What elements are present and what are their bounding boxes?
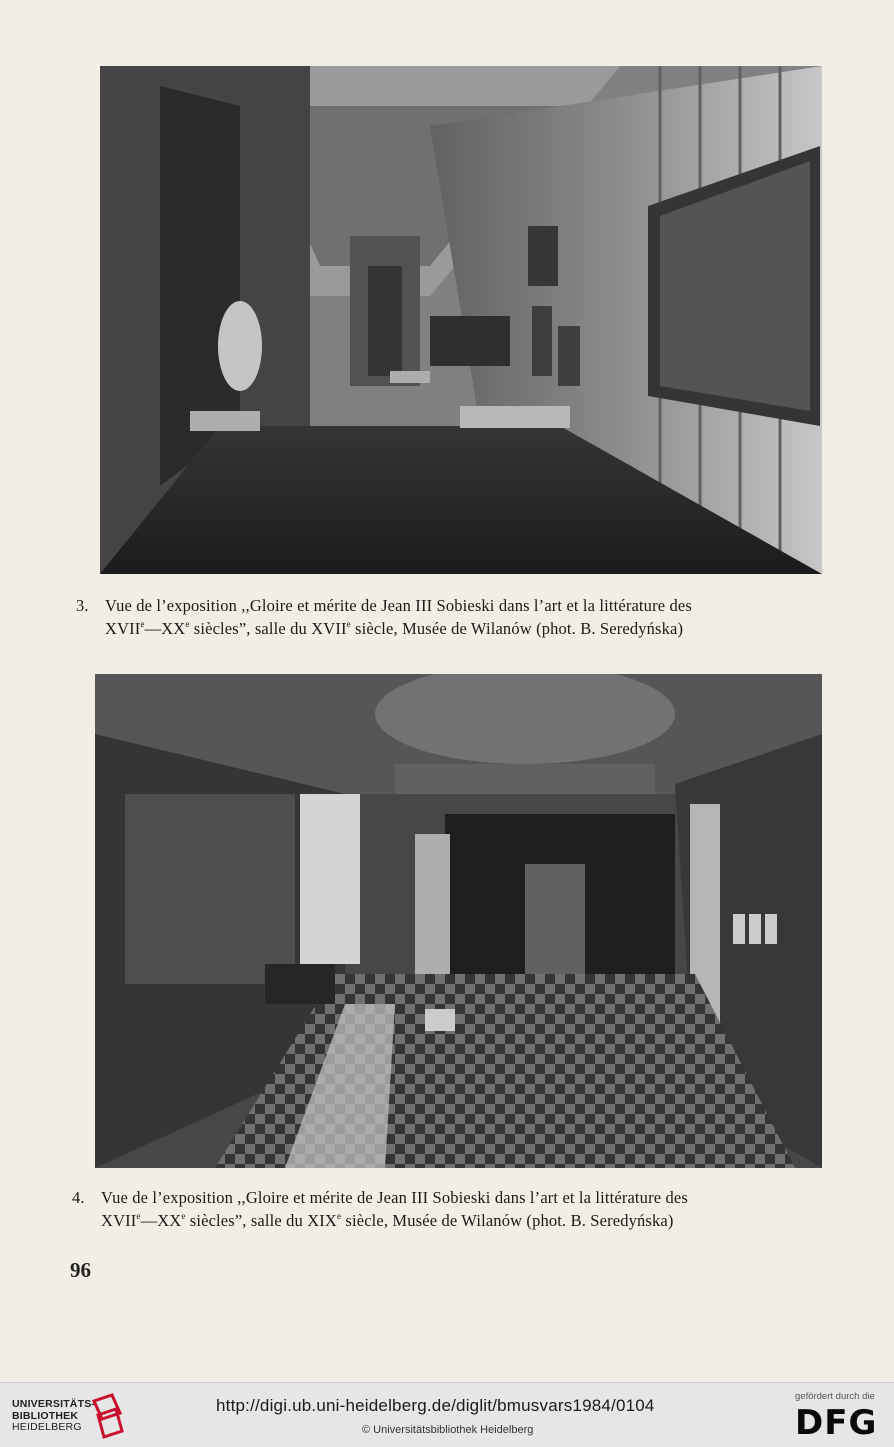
- figure-number: 4.: [72, 1188, 85, 1207]
- photo-exhibition-hall-17th-century: [100, 66, 822, 574]
- superscript: e: [346, 619, 351, 629]
- figure-caption-4: [72, 1186, 688, 1232]
- digitization-footer: [0, 1382, 894, 1447]
- funding-label: gefördert durch die: [795, 1391, 875, 1402]
- superscript: e: [136, 1211, 141, 1221]
- copyright-notice: © Universitätsbibliothek Heidelberg: [362, 1424, 534, 1436]
- caption-line: Vue de l’exposition ,,Gloire et mérite de Jean III Sobieski dans l’art et la littérature des: [105, 596, 692, 615]
- caption-text: —XX: [144, 619, 186, 638]
- superscript: e: [181, 1211, 186, 1221]
- caption-text: siècle, Musée de Wilanów (phot. B. Seredyńska): [350, 619, 684, 638]
- logo-line: UNIVERSITÄTS-: [12, 1398, 96, 1410]
- logo-line: HEIDELBERG: [12, 1421, 82, 1433]
- caption-text: XVII: [105, 619, 141, 638]
- superscript: e: [185, 619, 190, 629]
- caption-text: —XX: [140, 1211, 182, 1230]
- logo-line: BIBLIOTHEK: [12, 1409, 79, 1422]
- figure-number: 3.: [76, 596, 89, 615]
- dfg-logo[interactable]: DFG: [795, 1403, 878, 1443]
- photo-exhibition-hall-19th-century: [95, 674, 822, 1168]
- caption-text: siècle, Musée de Wilanów (phot. B. Seredyńska): [341, 1211, 674, 1230]
- caption-line: Vue de l’exposition ,,Gloire et mérite de Jean III Sobieski dans l’art et la littérature des: [101, 1188, 688, 1207]
- superscript: e: [336, 1211, 342, 1221]
- ub-heidelberg-logo[interactable]: [12, 1399, 95, 1434]
- page-number: 96: [70, 1258, 91, 1282]
- figure-caption-3: [76, 594, 692, 640]
- caption-text: siècles”, salle du XIX: [185, 1211, 337, 1230]
- ub-logo-mark-icon: [90, 1393, 126, 1439]
- caption-text: XVII: [101, 1211, 137, 1230]
- caption-text: siècles”, salle du XVII: [189, 619, 347, 638]
- superscript: e: [140, 619, 145, 629]
- permalink-url[interactable]: http://digi.ub.uni-heidelberg.de/diglit/bmusvars1984/0104: [216, 1396, 655, 1415]
